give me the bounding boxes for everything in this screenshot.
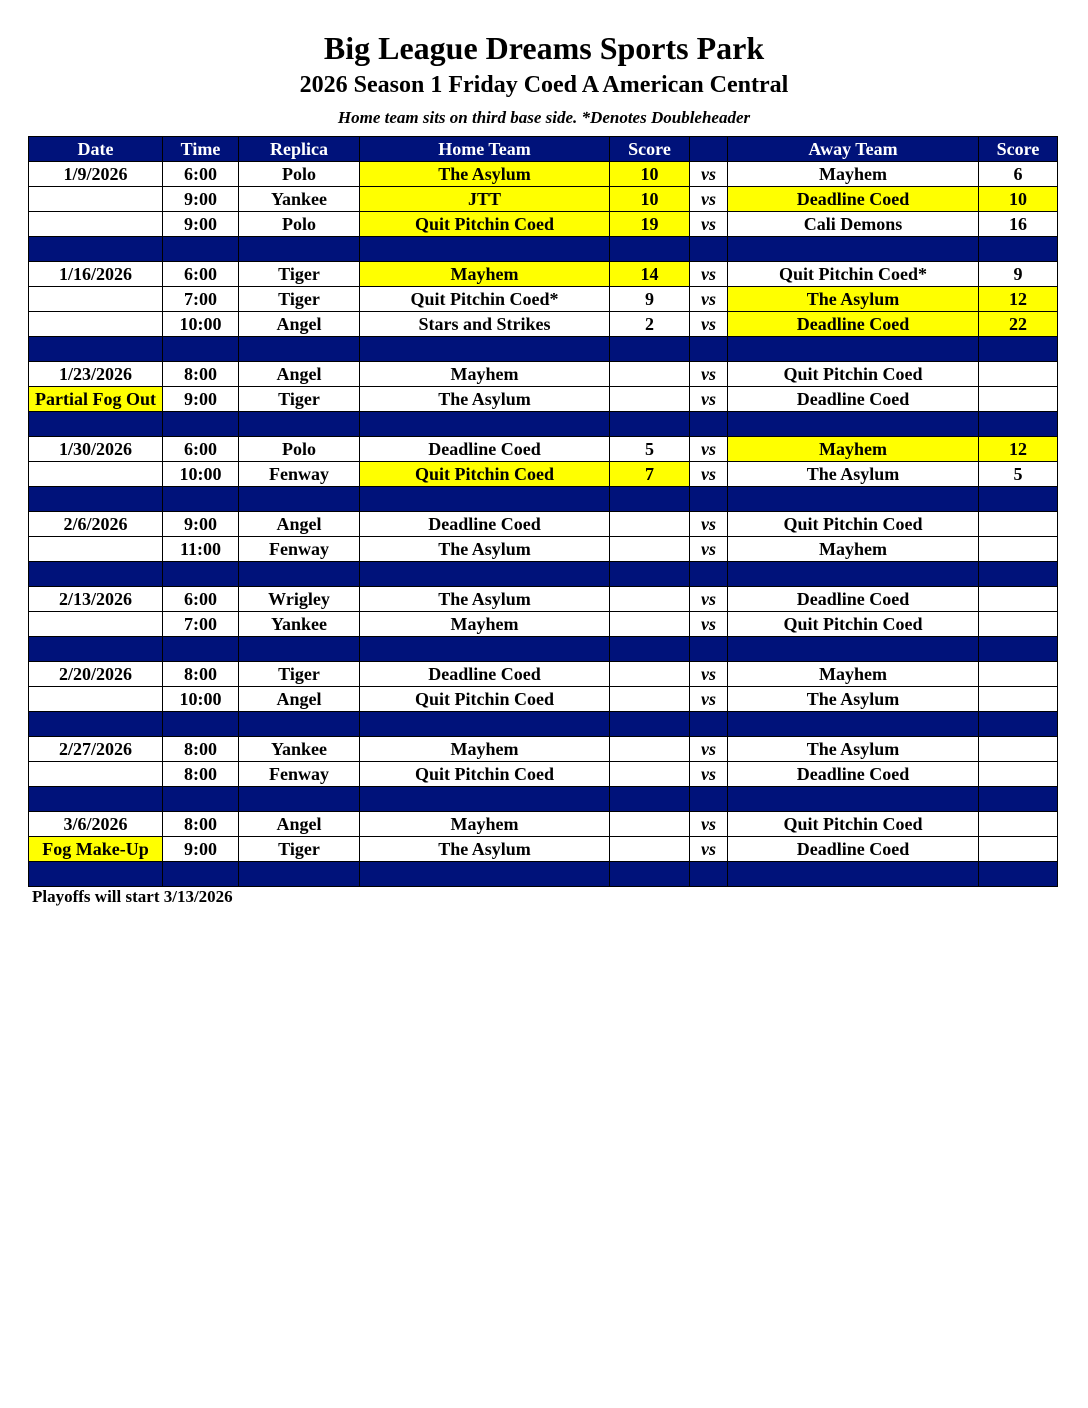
separator-cell [728, 787, 979, 812]
separator-cell [239, 487, 360, 512]
page-title: Big League Dreams Sports Park [323, 30, 765, 66]
home-team-cell: Quit Pitchin Coed* [360, 287, 610, 312]
home-score-cell: 5 [610, 437, 690, 462]
separator-cell [610, 562, 690, 587]
table-row [29, 537, 1058, 562]
home-team-cell: The Asylum [360, 587, 610, 612]
away-team-cell: The Asylum [728, 462, 979, 487]
replica-cell: Tiger [239, 287, 360, 312]
away-score-cell [979, 512, 1058, 537]
separator-cell [979, 637, 1058, 662]
away-team-cell: Quit Pitchin Coed [728, 362, 979, 387]
separator-cell [690, 862, 728, 887]
away-team-cell: The Asylum [728, 687, 979, 712]
away-score-cell [979, 662, 1058, 687]
away-score-cell [979, 762, 1058, 787]
separator-cell [29, 562, 163, 587]
vs-cell: vs [690, 312, 728, 337]
replica-cell: Angel [239, 812, 360, 837]
table-row [29, 362, 1058, 387]
date-cell [29, 537, 163, 562]
away-team-cell: Quit Pitchin Coed [728, 612, 979, 637]
separator-cell [610, 237, 690, 262]
date-cell: 2/27/2026 [29, 737, 163, 762]
away-score-cell: 22 [979, 312, 1058, 337]
separator-cell [728, 862, 979, 887]
separator-row [29, 862, 1058, 887]
separator-cell [239, 637, 360, 662]
separator-cell [728, 562, 979, 587]
separator-cell [239, 862, 360, 887]
replica-cell: Wrigley [239, 587, 360, 612]
col-header-time: Time [163, 137, 239, 162]
separator-cell [29, 862, 163, 887]
date-cell: Partial Fog Out [29, 387, 163, 412]
home-score-cell: 14 [610, 262, 690, 287]
separator-cell [610, 787, 690, 812]
date-cell: 1/16/2026 [29, 262, 163, 287]
separator-cell [690, 237, 728, 262]
replica-cell: Polo [239, 162, 360, 187]
separator-cell [163, 337, 239, 362]
away-team-cell: Mayhem [728, 662, 979, 687]
home-team-cell: Deadline Coed [360, 662, 610, 687]
separator-cell [163, 237, 239, 262]
home-team-cell: Quit Pitchin Coed [360, 462, 610, 487]
separator-cell [239, 787, 360, 812]
separator-cell [29, 787, 163, 812]
separator-row [29, 337, 1058, 362]
replica-cell: Angel [239, 312, 360, 337]
table-row [29, 812, 1058, 837]
replica-cell: Tiger [239, 262, 360, 287]
vs-cell: vs [690, 537, 728, 562]
separator-cell [728, 412, 979, 437]
separator-cell [360, 637, 610, 662]
date-cell: 1/30/2026 [29, 437, 163, 462]
home-team-cell: Quit Pitchin Coed [360, 687, 610, 712]
replica-cell: Tiger [239, 387, 360, 412]
separator-cell [163, 412, 239, 437]
date-cell: 2/20/2026 [29, 662, 163, 687]
vs-cell: vs [690, 287, 728, 312]
away-team-cell: Quit Pitchin Coed [728, 812, 979, 837]
table-row [29, 687, 1058, 712]
separator-cell [728, 237, 979, 262]
vs-cell: vs [690, 612, 728, 637]
separator-cell [979, 412, 1058, 437]
separator-cell [979, 337, 1058, 362]
home-team-cell: Mayhem [360, 612, 610, 637]
away-team-cell: The Asylum [728, 287, 979, 312]
replica-cell: Fenway [239, 537, 360, 562]
separator-cell [610, 487, 690, 512]
time-cell: 9:00 [163, 187, 239, 212]
home-score-cell [610, 662, 690, 687]
time-cell: 8:00 [163, 737, 239, 762]
vs-cell: vs [690, 812, 728, 837]
replica-cell: Angel [239, 687, 360, 712]
separator-cell [728, 637, 979, 662]
home-score-cell [610, 362, 690, 387]
home-team-cell: Stars and Strikes [360, 312, 610, 337]
date-cell [29, 312, 163, 337]
away-score-cell: 16 [979, 212, 1058, 237]
separator-cell [728, 337, 979, 362]
date-cell [29, 687, 163, 712]
away-score-cell [979, 587, 1058, 612]
away-score-cell [979, 812, 1058, 837]
home-team-cell: The Asylum [360, 387, 610, 412]
separator-cell [979, 237, 1058, 262]
time-cell: 7:00 [163, 612, 239, 637]
separator-cell [29, 712, 163, 737]
table-row [29, 212, 1058, 237]
separator-row [29, 237, 1058, 262]
separator-cell [610, 712, 690, 737]
time-cell: 8:00 [163, 812, 239, 837]
col-header-date: Date [29, 137, 163, 162]
separator-cell [360, 787, 610, 812]
col-header-replica: Replica [239, 137, 360, 162]
home-score-cell: 7 [610, 462, 690, 487]
separator-cell [979, 487, 1058, 512]
away-team-cell: Quit Pitchin Coed [728, 512, 979, 537]
vs-cell: vs [690, 687, 728, 712]
away-team-cell: Deadline Coed [728, 587, 979, 612]
home-score-cell [610, 737, 690, 762]
home-score-cell [610, 762, 690, 787]
separator-cell [29, 412, 163, 437]
away-team-cell: Deadline Coed [728, 837, 979, 862]
separator-cell [29, 237, 163, 262]
replica-cell: Yankee [239, 737, 360, 762]
schedule-table [28, 136, 1058, 887]
home-score-cell [610, 687, 690, 712]
home-team-note: Home team sits on third base side. *Denotes Doubleheader [337, 108, 751, 127]
date-cell: 2/13/2026 [29, 587, 163, 612]
replica-cell: Yankee [239, 612, 360, 637]
table-row [29, 737, 1058, 762]
separator-row [29, 412, 1058, 437]
time-cell: 10:00 [163, 312, 239, 337]
home-score-cell [610, 837, 690, 862]
away-score-cell [979, 837, 1058, 862]
table-row [29, 312, 1058, 337]
away-team-cell: Deadline Coed [728, 187, 979, 212]
replica-cell: Yankee [239, 187, 360, 212]
separator-cell [163, 562, 239, 587]
replica-cell: Fenway [239, 762, 360, 787]
separator-cell [29, 337, 163, 362]
date-cell [29, 762, 163, 787]
time-cell: 6:00 [163, 162, 239, 187]
time-cell: 8:00 [163, 762, 239, 787]
home-score-cell: 9 [610, 287, 690, 312]
separator-cell [610, 637, 690, 662]
home-score-cell [610, 812, 690, 837]
separator-cell [360, 487, 610, 512]
separator-cell [690, 637, 728, 662]
away-team-cell: Mayhem [728, 537, 979, 562]
time-cell: 8:00 [163, 362, 239, 387]
separator-row [29, 712, 1058, 737]
time-cell: 6:00 [163, 437, 239, 462]
table-row [29, 512, 1058, 537]
vs-cell: vs [690, 512, 728, 537]
date-cell [29, 612, 163, 637]
table-row [29, 187, 1058, 212]
away-team-cell: Quit Pitchin Coed* [728, 262, 979, 287]
date-cell [29, 187, 163, 212]
separator-cell [360, 562, 610, 587]
separator-row [29, 637, 1058, 662]
date-cell: Fog Make-Up [29, 837, 163, 862]
separator-cell [163, 862, 239, 887]
separator-cell [360, 337, 610, 362]
vs-cell: vs [690, 387, 728, 412]
time-cell: 10:00 [163, 687, 239, 712]
away-team-cell: Deadline Coed [728, 762, 979, 787]
away-score-cell: 9 [979, 262, 1058, 287]
time-cell: 9:00 [163, 212, 239, 237]
home-team-cell: Deadline Coed [360, 437, 610, 462]
table-row [29, 262, 1058, 287]
away-score-cell: 6 [979, 162, 1058, 187]
separator-cell [979, 562, 1058, 587]
vs-cell: vs [690, 662, 728, 687]
table-row [29, 387, 1058, 412]
separator-cell [163, 637, 239, 662]
separator-cell [360, 412, 610, 437]
vs-cell: vs [690, 187, 728, 212]
separator-cell [610, 862, 690, 887]
table-row [29, 762, 1058, 787]
vs-cell: vs [690, 212, 728, 237]
replica-cell: Angel [239, 362, 360, 387]
time-cell: 10:00 [163, 462, 239, 487]
date-cell: 3/6/2026 [29, 812, 163, 837]
home-team-cell: Mayhem [360, 737, 610, 762]
date-cell [29, 462, 163, 487]
date-cell: 1/9/2026 [29, 162, 163, 187]
table-row [29, 837, 1058, 862]
separator-cell [610, 337, 690, 362]
table-row [29, 462, 1058, 487]
separator-cell [239, 562, 360, 587]
time-cell: 6:00 [163, 262, 239, 287]
separator-cell [728, 712, 979, 737]
separator-cell [239, 412, 360, 437]
away-score-cell: 10 [979, 187, 1058, 212]
home-score-cell [610, 587, 690, 612]
home-score-cell: 2 [610, 312, 690, 337]
date-cell [29, 212, 163, 237]
away-team-cell: Mayhem [728, 162, 979, 187]
table-header-row [29, 137, 1058, 162]
away-score-cell [979, 387, 1058, 412]
time-cell: 9:00 [163, 512, 239, 537]
separator-cell [728, 487, 979, 512]
vs-cell: vs [690, 762, 728, 787]
col-header-vs [690, 137, 728, 162]
replica-cell: Tiger [239, 662, 360, 687]
home-score-cell: 10 [610, 187, 690, 212]
separator-cell [360, 712, 610, 737]
replica-cell: Polo [239, 437, 360, 462]
away-score-cell [979, 737, 1058, 762]
separator-cell [360, 237, 610, 262]
vs-cell: vs [690, 162, 728, 187]
separator-cell [979, 862, 1058, 887]
home-score-cell: 10 [610, 162, 690, 187]
time-cell: 9:00 [163, 387, 239, 412]
date-cell [29, 287, 163, 312]
table-row [29, 587, 1058, 612]
separator-cell [690, 487, 728, 512]
col-header-away-team: Away Team [728, 137, 979, 162]
away-score-cell: 12 [979, 287, 1058, 312]
table-row [29, 437, 1058, 462]
away-score-cell [979, 537, 1058, 562]
date-cell: 1/23/2026 [29, 362, 163, 387]
separator-cell [690, 412, 728, 437]
time-cell: 8:00 [163, 662, 239, 687]
away-team-cell: The Asylum [728, 737, 979, 762]
date-cell: 2/6/2026 [29, 512, 163, 537]
schedule-body [29, 162, 1058, 887]
replica-cell: Fenway [239, 462, 360, 487]
home-team-cell: JTT [360, 187, 610, 212]
home-score-cell: 19 [610, 212, 690, 237]
home-score-cell [610, 512, 690, 537]
home-team-cell: The Asylum [360, 162, 610, 187]
time-cell: 6:00 [163, 587, 239, 612]
home-team-cell: The Asylum [360, 837, 610, 862]
away-team-cell: Mayhem [728, 437, 979, 462]
away-score-cell [979, 687, 1058, 712]
home-score-cell [610, 612, 690, 637]
separator-cell [163, 712, 239, 737]
separator-cell [29, 637, 163, 662]
time-cell: 11:00 [163, 537, 239, 562]
vs-cell: vs [690, 262, 728, 287]
page-subtitle: 2026 Season 1 Friday Coed A American Central [299, 72, 789, 98]
separator-cell [690, 337, 728, 362]
table-row [29, 612, 1058, 637]
table-row [29, 162, 1058, 187]
home-score-cell [610, 537, 690, 562]
separator-cell [979, 712, 1058, 737]
vs-cell: vs [690, 437, 728, 462]
separator-cell [163, 787, 239, 812]
home-team-cell: Mayhem [360, 812, 610, 837]
away-score-cell [979, 362, 1058, 387]
separator-row [29, 787, 1058, 812]
away-team-cell: Deadline Coed [728, 387, 979, 412]
home-team-cell: Mayhem [360, 362, 610, 387]
home-team-cell: Quit Pitchin Coed [360, 212, 610, 237]
separator-cell [239, 337, 360, 362]
away-score-cell [979, 612, 1058, 637]
home-team-cell: Quit Pitchin Coed [360, 762, 610, 787]
home-team-cell: The Asylum [360, 537, 610, 562]
away-team-cell: Deadline Coed [728, 312, 979, 337]
separator-cell [239, 712, 360, 737]
replica-cell: Angel [239, 512, 360, 537]
vs-cell: vs [690, 737, 728, 762]
playoffs-note: Playoffs will start 3/13/2026 [32, 887, 233, 906]
col-header-home-team: Home Team [360, 137, 610, 162]
home-team-cell: Mayhem [360, 262, 610, 287]
home-score-cell [610, 387, 690, 412]
time-cell: 9:00 [163, 837, 239, 862]
replica-cell: Polo [239, 212, 360, 237]
vs-cell: vs [690, 587, 728, 612]
separator-cell [360, 862, 610, 887]
vs-cell: vs [690, 362, 728, 387]
col-header-home-score: Score [610, 137, 690, 162]
separator-cell [690, 562, 728, 587]
replica-cell: Tiger [239, 837, 360, 862]
vs-cell: vs [690, 462, 728, 487]
away-score-cell: 12 [979, 437, 1058, 462]
separator-row [29, 562, 1058, 587]
home-team-cell: Deadline Coed [360, 512, 610, 537]
away-score-cell: 5 [979, 462, 1058, 487]
separator-cell [239, 237, 360, 262]
col-header-away-score: Score [979, 137, 1058, 162]
separator-cell [610, 412, 690, 437]
separator-row [29, 487, 1058, 512]
separator-cell [690, 787, 728, 812]
table-row [29, 662, 1058, 687]
vs-cell: vs [690, 837, 728, 862]
separator-cell [979, 787, 1058, 812]
table-row [29, 287, 1058, 312]
separator-cell [29, 487, 163, 512]
separator-cell [690, 712, 728, 737]
away-team-cell: Cali Demons [728, 212, 979, 237]
time-cell: 7:00 [163, 287, 239, 312]
separator-cell [163, 487, 239, 512]
